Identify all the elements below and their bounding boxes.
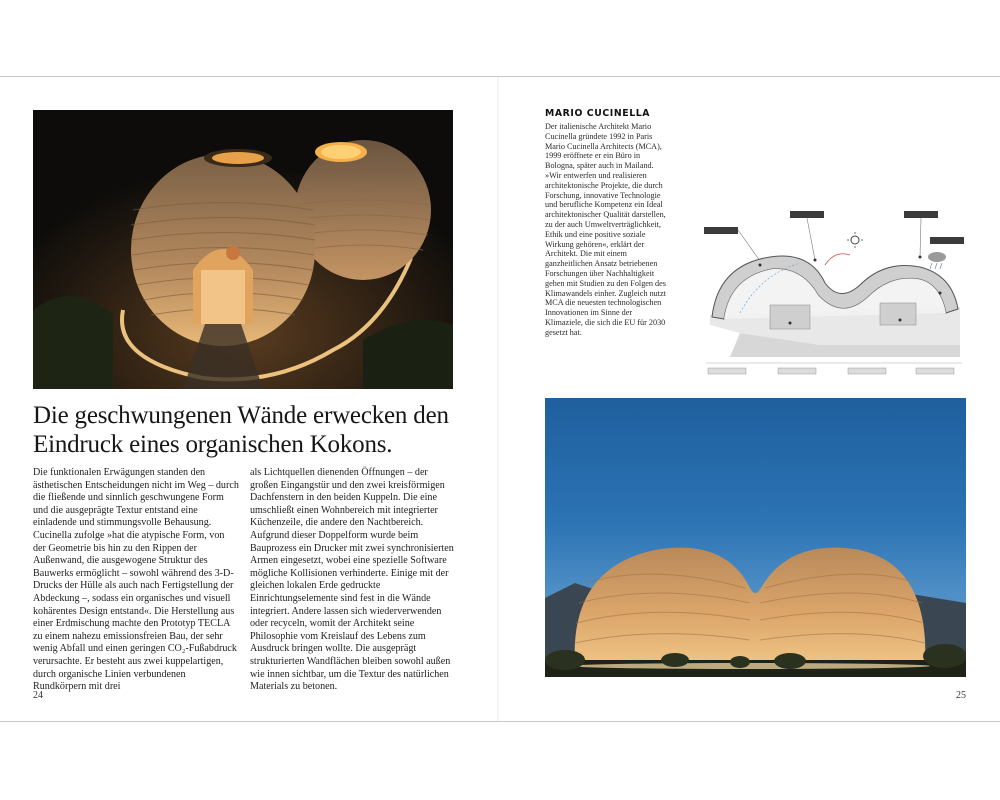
diagram-label-box <box>930 237 964 244</box>
bio-heading: MARIO CUCINELLA <box>545 108 651 119</box>
diagram-label-box <box>704 227 738 234</box>
body-column-2: als Lichtquellen dienenden Öffnungen – der großen Eingangstür und den zwei kreisförmigen Dachfenstern in den beiden Kuppeln. Die eine umschließt einen Wohnbereich mit integrierter Küchenzeile, die andere den Nachtbereich. Aufgrund dieser Doppelform wurde beim Bauprozess ein Drucker mit zwei synchronisierten Armen eingesetzt, wobei eine spezielle Software mögliche Kollisionen verhinderte. Einige mit der gleichen lokalen Erde gedruckte Einrichtungselemente sind fest in die Wände integriert. Andere lassen sich wiederverwenden oder recyceln, womit der Architekt seine Philosophie vom Kreislauf des Lebens zum Ausdruck bringen wollte. Die ausgeprägt strukturierten Wandflächen bleiben sowohl außen wie innen sichtbar, um die Textur des natürlichen Materials zu betonen. <box>250 467 454 693</box>
left-page <box>0 77 499 721</box>
diagram-legend-box <box>848 368 886 374</box>
diagram-label-box <box>790 211 824 218</box>
twin-domes <box>575 548 926 666</box>
right-page <box>500 77 1000 721</box>
magazine-spread <box>0 76 1000 722</box>
sun-icon <box>847 232 863 248</box>
bio-text: Der italienische Architekt Mario Cucinella gründete 1992 in Paris Mario Cucinella Architects (MCA), 1999 eröffnete er ein Büro in Bologna, später auch in Mailand. »Wir entwerfen und realisieren architektonische Projekte, die durch Forschung, innovative Technologie und berufliche Kompetenz ein Ideal architektonischer Qualität darstellen, zu der auch Umweltverträglichkeit, Ethik und eine positive soziale Wirkung gehören«, erklärt der Architekt. Die mit einem ganzheitlichen Ansatz betriebenen Forschungen über Nachhaltigkeit gehen mit Studien zu den Folgen des Klimawandels einher. Zugleich nutzt MCA die neuesten technologischen Innovationen im Sinne der Klimaziele, die sich die EU für 2030 gesetzt hat. <box>545 122 666 337</box>
tecla-night-photo <box>33 110 453 389</box>
diagram-legend-box <box>708 368 746 374</box>
page-number-right: 25 <box>956 690 966 701</box>
cross-section-diagram <box>700 205 968 377</box>
body-column-1: Die funktionalen Erwägungen standen den ästhetischen Entscheidungen nicht im Weg – durch die fließende und sinnlich geschwungene Form und die ausgeprägte Textur entstand eine einladende und stimmungsvolle Behausung. Cucinella zufolge »hat die atypische Form, von der Geometrie bis hin zu den Rippen der Außenwand, die ausgewogene Struktur des Bauwerks ermöglicht – sowohl während des 3-D-Drucks der Hülle als auch nach Fertigstellung der Abdeckung –, sodass ein organisches und visuell kohärentes Design entstand«. Die Herstellung aus einer Erdmischung machte den Prototyp TECLA zu einem nahezu emissionsfreien Bau, der sehr wenig Abfall und einen geringen CO₂-Fußabdruck verursachte. Er besteht aus zwei kuppelartigen, durch organische Linien verbundenen Rundkörpern mit drei <box>33 467 239 693</box>
right-dome <box>295 140 431 280</box>
diagram-legend-box <box>778 368 816 374</box>
diagram-legend-box <box>916 368 954 374</box>
headline: Die geschwungenen Wände erwecken den Eindruck eines organischen Kokons. <box>33 402 449 458</box>
diagram-label-box <box>904 211 938 218</box>
page-number-left: 24 <box>33 690 43 701</box>
rain-cloud-icon <box>928 252 946 269</box>
tecla-dusk-photo <box>545 398 966 677</box>
